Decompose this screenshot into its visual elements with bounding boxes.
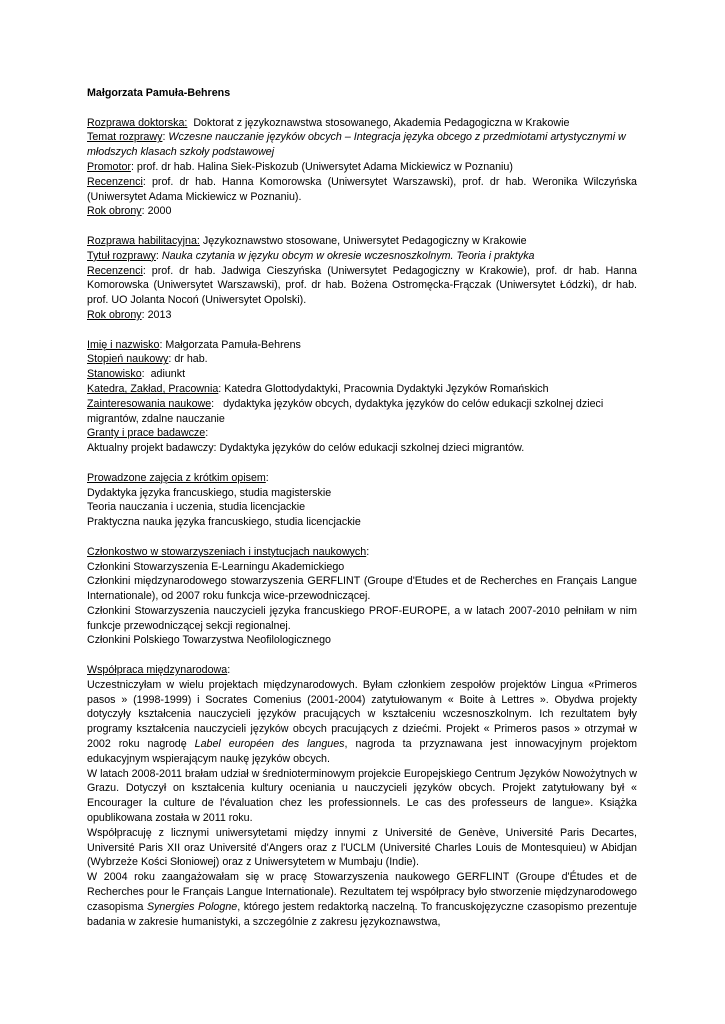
doctorate-label: Rozprawa doktorska: xyxy=(87,116,188,129)
habilitation-title-label: Tytuł rozprawy xyxy=(87,249,156,262)
courses-section: Prowadzone zajęcia z krótkim opisem: Dydaktyka języka francuskiego, studia magisterskie Teoria nauczania i uczenia, studia licencjackie Praktyczna nauka języka francuskiego, studia licencjackie xyxy=(87,471,637,530)
name-label: Imię i nazwisko xyxy=(87,338,160,351)
department-value: Katedra Glottodydaktyki, Pracownia Dydaktyki Języków Romańskich xyxy=(224,382,549,395)
position-value: adiunkt xyxy=(150,368,186,381)
grants-value: Aktualny projekt badawczy: Dydaktyka języków do celów edukacji szkolnej dzieci migrantów. xyxy=(87,442,525,455)
list-item: Dydaktyka języka francuskiego, studia magisterskie xyxy=(87,486,332,499)
habilitation-year-value: 2013 xyxy=(147,308,172,321)
list-item: Członkini międzynarodowego stowarzyszenia GERFLINT (Groupe d'Etudes et de Recherches en Français Langue Internationale), od 2007 roku funkcja wice-przewodniczącej. xyxy=(87,575,637,603)
doctorate-reviewers-value: prof. dr hab. Hanna Komorowska (Uniwersytet Warszawski), prof. dr hab. Weronika Wilczyńska (Uniwersytet Adama Mickiewicz w Poznaniu). xyxy=(87,175,637,203)
habilitation-title-value: Nauka czytania w języku obcym w okresie wczesnoszkolnym. Teoria i praktyka xyxy=(161,249,535,262)
doctorate-reviewers-label: Recenzenci xyxy=(87,175,143,188)
position-label: Stanowisko xyxy=(87,368,142,381)
list-item: Członkini Stowarzyszenia nauczycieli języka francuskiego PROF-EUROPE, a w latach 2007-2010 pełniłam w nim funkcje przewodniczącej sekcji regionalnej. xyxy=(87,604,637,632)
list-item: Teoria nauczania i uczenia, studia licencjackie xyxy=(87,501,306,514)
cooperation-heading: Współpraca międzynarodowa xyxy=(87,664,228,677)
doctorate-value: Doktorat z językoznawstwa stosowanego, Akademia Pedagogiczna w Krakowie xyxy=(193,116,570,129)
cooperation-paragraph-4 xyxy=(87,870,637,929)
cooperation-paragraph-3: Współpracuję z licznymi uniwersytetami między innymi z Université de Genève, Université Paris Decartes, Université Paris XII oraz Université d'Angers oraz z l'UCLM (Université Charles Louis de Montesquieu) w Abidjan (Wybrzeże Kości Słoniowej) oraz z Uniwersytetem w Mumbaju (Indie). xyxy=(87,826,637,869)
habilitation-value: Językoznawstwo stosowane, Uniwersytet Pedagogiczny w Krakowie xyxy=(202,234,527,247)
doctorate-year-value: 2000 xyxy=(147,205,172,218)
habilitation-label: Rozprawa habilitacyjna: xyxy=(87,234,200,247)
promoter-value: prof. dr hab. Halina Siek-Piskozub (Uniwersytet Adama Mickiewicz w Poznaniu) xyxy=(136,160,513,173)
habilitation-year-label: Rok obrony xyxy=(87,308,142,321)
journal-name: Synergies Pologne xyxy=(146,900,238,913)
profile-section: Imię i nazwisko: Małgorzata Pamuła-Behrens Stopień naukowy: dr hab. Stanowisko: adiunkt Katedra, Zakład, Pracownia: Katedra Glottodydaktyki, Pracownia Dydaktyki Języków Romańskich Zainteresowania naukowe: dydaktyka języków obcych, dydaktyka języków do celów edukacji szkolnej dzieci migrantów, zdalne nauczanie Granty i prace badawcze: Aktualny projekt badawczy: Dydaktyka języków do celów edukacji szkolnej dzieci migrantów. xyxy=(87,338,637,456)
paragraph-text: Uczestniczyłam w wielu projektach międzynarodowych. Byłam członkiem zespołów projektów Lingua «Primeros pasos » (1998-1999) i Socrates Comenius (2001-2004) zatytułowanym « Boite à Lettres ». Obydwa projekty dotyczyły kształcenia nauczycieli języków pracujących w kształceniu wczesnoszkolnym. Ich rezultatem były programy kształcenia nauczycieli języków obcych pracujących z dziećmi. Projekt « Primeros pasos » otrzymał w 2002 roku nagrodę xyxy=(87,678,637,751)
interests-label: Zainteresowania naukowe xyxy=(87,397,212,410)
paragraph-text: , nagroda ta przyznawana jest innowacyjnym projektom edukacyjnym wspierającym naukę języków obcych. xyxy=(87,738,637,765)
list-item: Członkini Polskiego Towarzystwa Neofilologicznego xyxy=(87,634,331,647)
habilitation-reviewers-label: Recenzenci xyxy=(87,264,143,277)
department-label: Katedra, Zakład, Pracownia xyxy=(87,382,219,395)
habilitation-section: Rozprawa habilitacyjna: Językoznawstwo stosowane, Uniwersytet Pedagogiczny w Krakowie Tytuł rozprawy: Nauka czytania w języku obcym w okresie wczesnoszkolnym. Teoria i praktyka Recenzenci: prof. dr hab. Jadwiga Cieszyńska (Uniwersytet Pedagogiczny w Krakowie), prof. dr hab. Hanna Komorowska (Uniwersytet Warszawski), prof. dr hab. Bożena Ostromęcka-Frączak (Uniwersytet Łódzki), dr hab. prof. UO Jolanta Nocoń (Uniwersytet Opolski). Rok obrony: 2013 xyxy=(87,234,637,321)
paragraph-text: , którego jestem redaktorką naczelną. To francuskojęzyczne czasopismo prezentuje badania w zakresie humanistyki, a szczególnie z zakresu językoznawstwa, xyxy=(87,900,637,928)
memberships-section: Członkostwo w stowarzyszeniach i instytucjach naukowych: Członkini Stowarzyszenia E-Learningu Akademickiego Członkini międzynarodowego stowarzyszenia GERFLINT (Groupe d'Etudes et de Recherches en Français Langue Internationale), od 2007 roku funkcja wice-przewodniczącej. Członkini Stowarzyszenia nauczycieli języka francuskiego PROF-EUROPE, a w latach 2007-2010 pełniłam w nim funkcje przewodniczącej sekcji regionalnej. Członkini Polskiego Towarzystwa Neofilologicznego xyxy=(87,545,637,647)
topic-label: Temat rozprawy xyxy=(87,131,163,144)
degree-label: Stopień naukowy xyxy=(87,353,169,366)
degree-value: dr hab. xyxy=(174,353,208,366)
doctorate-section: Rozprawa doktorska: Doktorat z językoznawstwa stosowanego, Akademia Pedagogiczna w Krakowie Temat rozprawy: Wczesne nauczanie języków obcych – Integracja języka obcego z przedmiotami artystycznymi w młodszych klasach szkoły podstawowej Promotor: prof. dr hab. Halina Siek-Piskozub (Uniwersytet Adama Mickiewicz w Poznaniu) Recenzenci: prof. dr hab. Hanna Komorowska (Uniwersytet Warszawski), prof. dr hab. Weronika Wilczyńska (Uniwersytet Adama Mickiewicz w Poznaniu). Rok obrony: 2000 xyxy=(87,116,637,218)
cooperation-paragraph-2: W latach 2008-2011 brałam udział w średnioterminowym projekcie Europejskiego Centrum Języków Nowożytnych w Grazu. Dotyczył on kształcenia kultury oceniania u nauczycieli języków obcych. Projekt zatytułowany był « Encourager la culture de l'évaluation chez les professionnels. Le cas des professeurs de langue». Książka opublikowana została w 2011 roku. xyxy=(87,767,637,825)
courses-heading: Prowadzone zajęcia z krótkim opisem xyxy=(87,471,266,484)
cooperation-section: Współpraca międzynarodowa: Uczestniczyłam w wielu projektach międzynarodowych. Byłam członkiem zespołów projektów Lingua «Primeros pasos » (1998-1999) i Socrates Comenius (2001-2004) zatytułowanym « Boite à Lettres ». Obydwa projekty dotyczyły kształcenia nauczycieli języków pracujących w kształceniu wczesnoszkolnym. Ich rezultatem były programy kształcenia nauczycieli języków obcych pracujących z dziećmi. Projekt « Primeros pasos » otrzymał w 2002 roku nagrodę Label européen des langues, nagroda ta przyznawana jest innowacyjnym projektom edukacyjnym wspierającym naukę języków obcych. W latach 2008-2011 brałam udział w średnioterminowym projekcie Europejskiego Centrum Języków Nowożytnych w Grazu. Dotyczył on kształcenia kultury oceniania u nauczycieli języków obcych. Projekt zatytułowany był « Encourager la culture de l'évaluation chez les professionnels. Le cas des professeurs de langue». Książka opublikowana została w 2011 roku. Współpracuję z licznymi uniwersytetami między innymi z Université de Genève, Université Paris Decartes, Université Paris XII oraz Université d'Angers oraz z l'UCLM (Université Charles Louis de Montesquieu) w Abidjan (Wybrzeże Kości Słoniowej) oraz z Uniwersytetem w Mumbaju (Indie). W 2004 roku zaangażowałam się w pracę Stowarzyszenia naukowego GERFLINT (Groupe d'Études et de Recherches pour le Français Langue Internationale). Rezultatem tej współpracy było stworzenie międzynarodowego czasopisma Synergies Pologne, którego jestem redaktorką naczelną. To francuskojęzyczne czasopismo prezentuje badania w zakresie humanistyki, a szczególnie z zakresu językoznawstwa, xyxy=(87,664,637,928)
doctorate-year-label: Rok obrony xyxy=(87,205,142,218)
grants-label: Granty i prace badawcze xyxy=(87,427,206,440)
author-name: Małgorzata Pamuła-Behrens xyxy=(87,87,231,99)
memberships-heading: Członkostwo w stowarzyszeniach i instytucjach naukowych xyxy=(87,545,367,558)
topic-value: Wczesne nauczanie języków obcych – Integracja języka obcego z przedmiotami artystycznymi w młodszych klasach szkoły podstawowej xyxy=(87,131,626,159)
habilitation-reviewers-value: prof. dr hab. Jadwiga Cieszyńska (Uniwersytet Pedagogiczny w Krakowie), prof. dr hab. Hanna Komorowska (Uniwersytet Warszawski), prof. dr hab. Bożena Ostromęcka-Frączak (Uniwersytet Łódzki), dr hab. prof. UO Jolanta Nocoń (Uniwersytet Opolski). xyxy=(87,264,637,307)
name-value: Małgorzata Pamuła-Behrens xyxy=(165,338,301,351)
award-name: Label européen des langues xyxy=(194,738,345,751)
interests-value: dydaktyka języków obcych, dydaktyka języków do celów edukacji szkolnej dzieci migrantów, zdalne nauczanie xyxy=(87,397,604,425)
list-item: Członkini Stowarzyszenia E-Learningu Akademickiego xyxy=(87,560,345,573)
promoter-label: Promotor xyxy=(87,160,131,173)
list-item: Praktyczna nauka języka francuskiego, studia licencjackie xyxy=(87,516,361,529)
paragraph-text: W 2004 roku zaangażowałam się w pracę Stowarzyszenia naukowego GERFLINT (Groupe d'Études et de Recherches pour le Français Langue Internationale). Rezultatem tej współpracy było stworzenie międzynarodowego czasopisma xyxy=(87,871,637,913)
cooperation-paragraph-1 xyxy=(87,678,637,767)
